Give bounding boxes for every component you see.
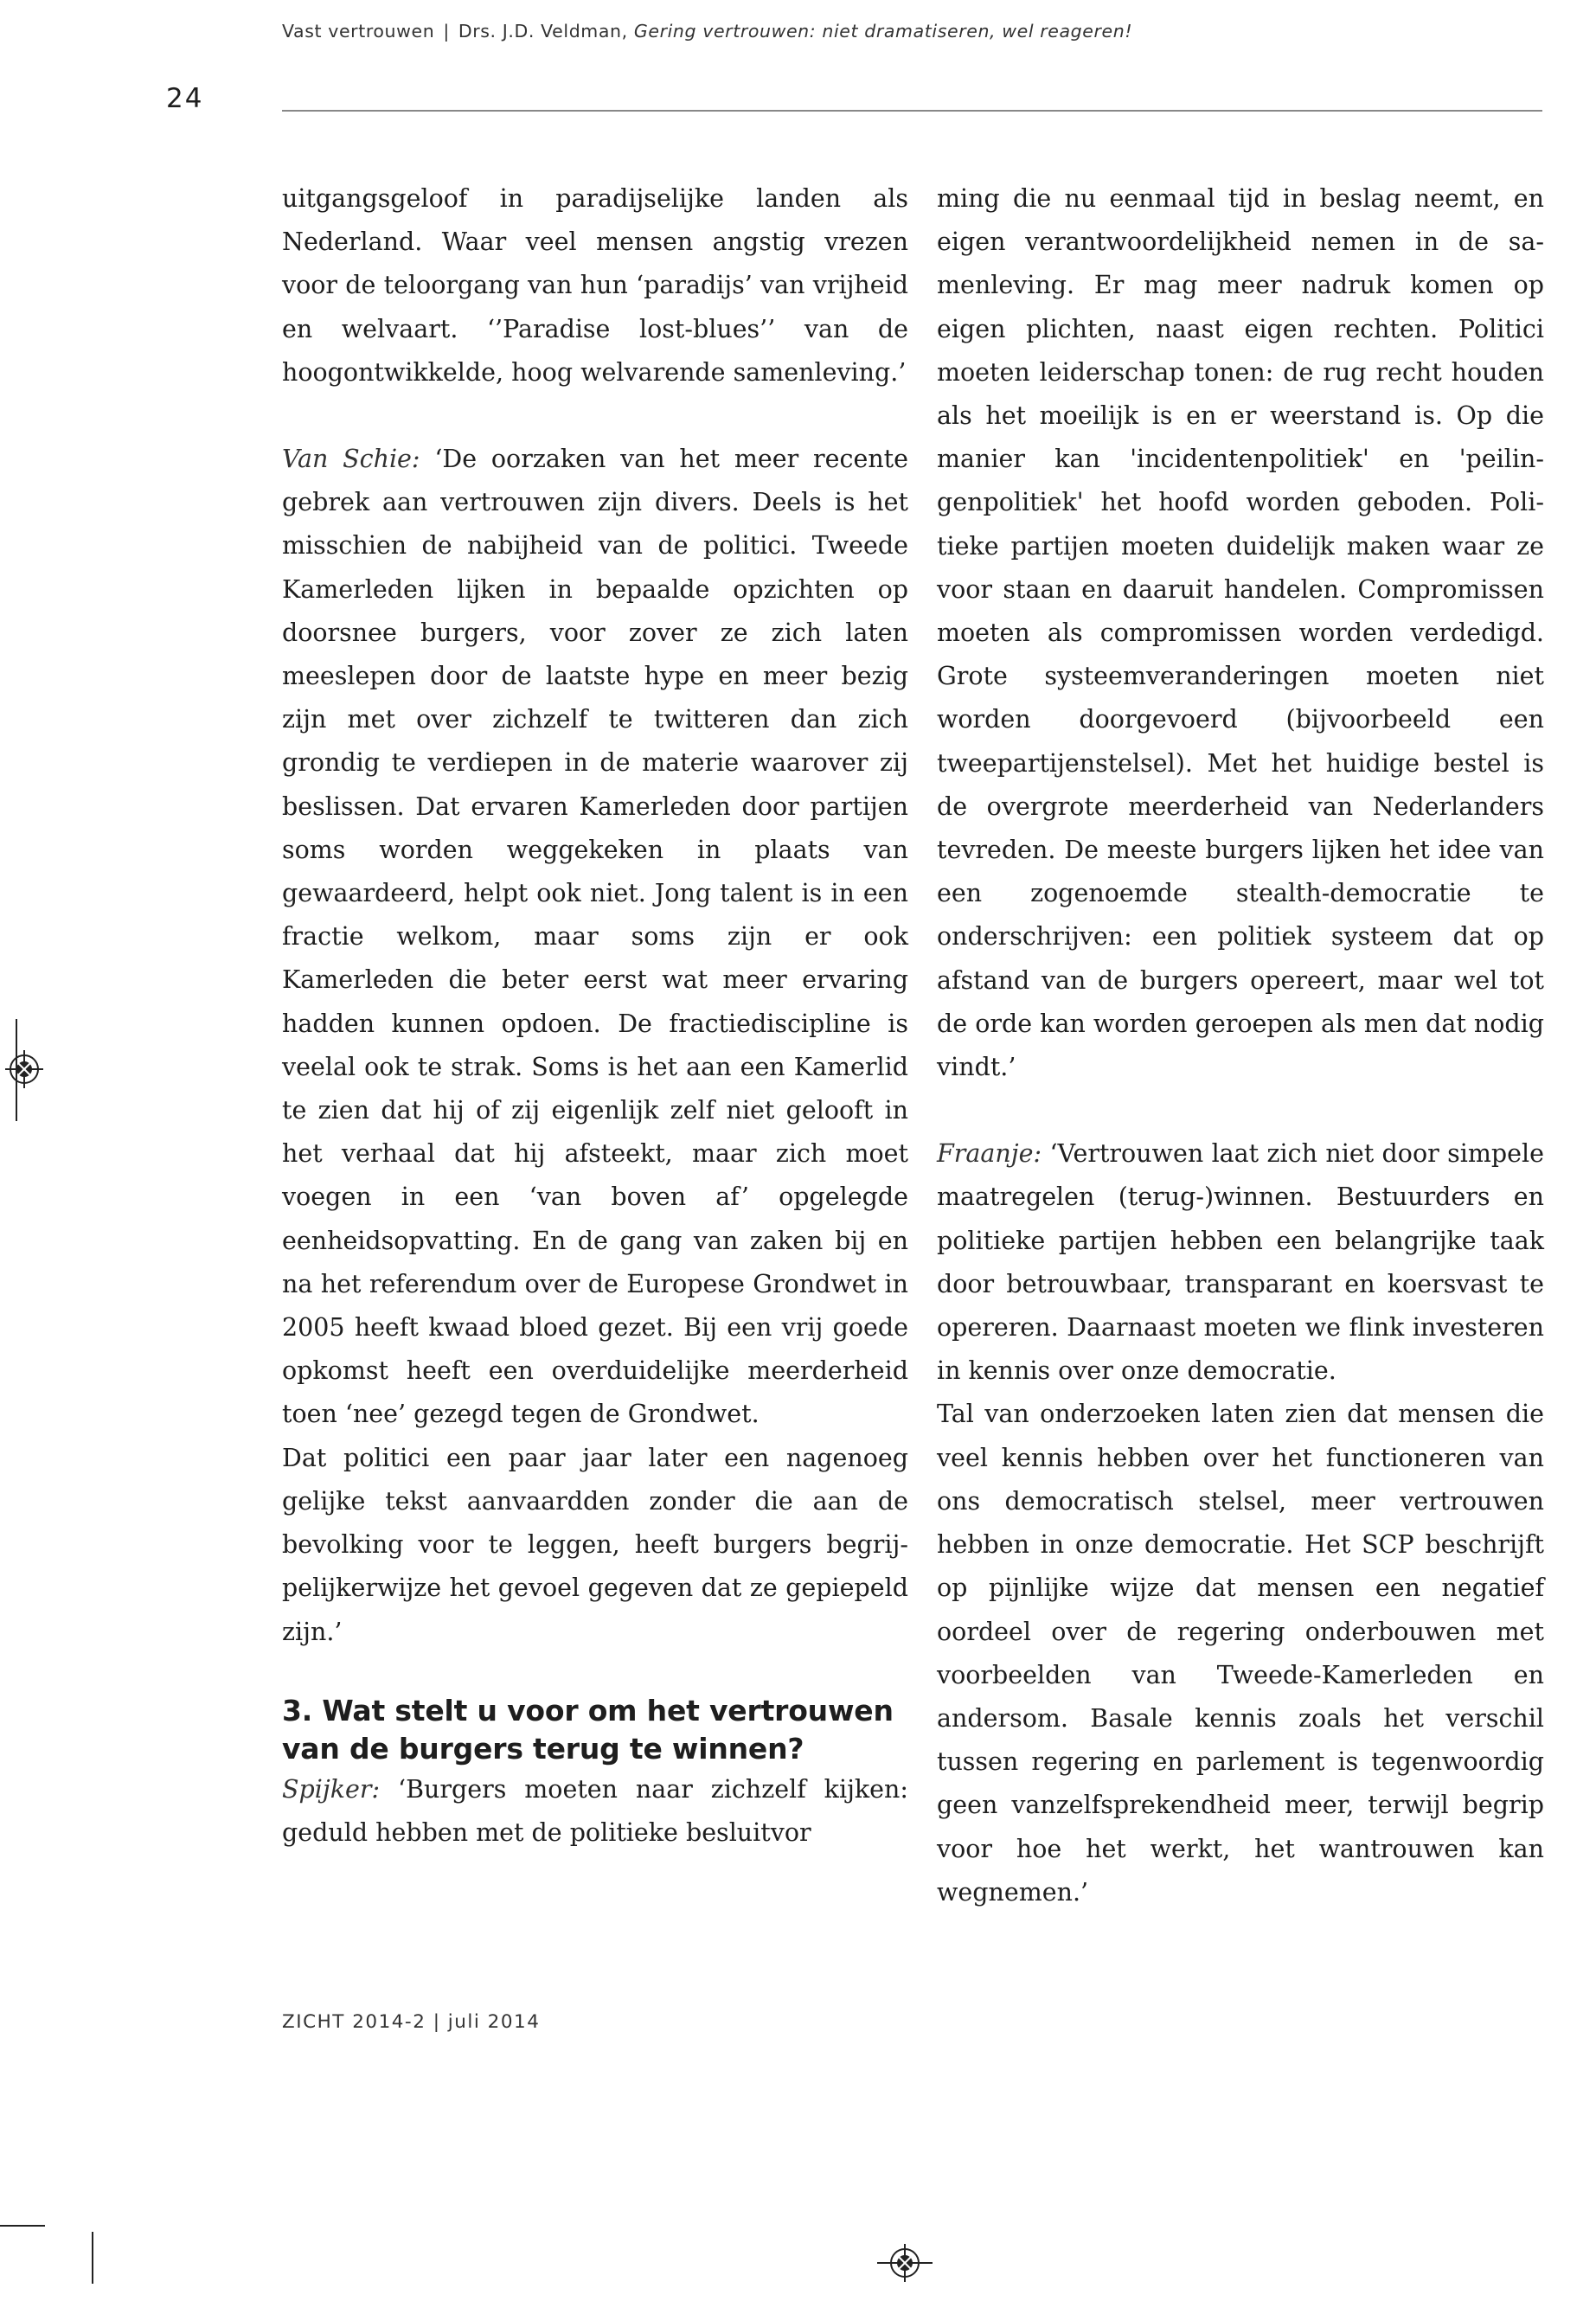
paragraph [282,438,908,1437]
paragraph [282,1768,908,1855]
crop-mark [0,2225,45,2227]
paragraph-text: ‘De oorzaken van het meer recente gebrek aan vertrouwen zijn divers. Deels is het misschien de nabijheid van de politici. Tweede Kamerleden lijken in bepaalde opzichten op doorsnee burgers, voor zover ze zich laten meeslepen door de laatste hype en meer bezig zijn met over zichzelf te twitteren dan zich grondig te verdiepen in de materie waarover zij beslissen. Dat ervaren Kamerleden door partijen soms worden weggekeken in plaats van gewaardeerd, helpt ook niet. Jong talent is in een fractie welkom, maar soms zijn er ook Kamerleden die beter eerst wat meer ervaring hadden kunnen opdoen. De fractiediscipline is veelal ook te strak. Soms is het aan een Kamerlid te zien dat hij of zij eigenlijk zelf niet gelooft in het verhaal dat hij afsteekt, maar zich moet voegen in een ‘van boven af’ opgelegde eenheidsopvatting. En de gang van zaken bij en na het referendum over de Europese Grondwet in 2005 heeft kwaad bloed gezet. Bij een vrij goede opkomst heeft een overduidelijke meerderheid toen ‘nee’ gezegd tegen de Grondwet. [282,445,908,1429]
header-separator: | [443,21,450,42]
registration-mark-icon [3,1048,45,1090]
paragraph-text: ‘Vertrouwen laat zich niet door simpele maatregelen (terug-)winnen. Bestuurders en politieke partijen hebben een belangrijke taak door betrouwbaar, transparant en koersvast te opereren. Daarnaast moeten we flink investeren in kennis over onze democratie. [937,1139,1544,1386]
paragraph [937,1132,1544,1393]
left-column [282,177,908,1855]
author-name: Drs. J.D. Veldman, [458,21,628,42]
page-number: 24 [166,83,204,114]
paragraph: Tal van onderzoeken laten zien dat mensen die veel kennis hebben over het functioneren van ons democratisch stelsel, meer vertrouwen hebben in onze democratie. Het SCP beschrijft op pijnlijke wijze dat mensen een negatief oordeel over de regering onderbouwen met voorbeelden van Tweede-Kamerleden en andersom. Basale kennis zoals het verschil tussen regering en parlement is tegenwoordig geen vanzelfsprekendheid meer, terwijl begrip voor hoe het werkt, het wantrouwen kan wegnemen.’ [937,1400,1544,1907]
publication-name: Vast vertrouwen [282,21,435,42]
paragraph-text: ‘Burgers moeten naar zichzelf kijken: geduld hebben met de politieke besluitvor [282,1774,908,1847]
section-heading: 3. Wat stelt u voor om het vertrouwen van de burgers terug te winnen? [282,1693,894,1766]
speaker-label: Fraanje: [937,1139,1042,1169]
header-rule [282,110,1542,112]
speaker-label: Spijker: [282,1774,381,1804]
paragraph: ming die nu eenmaal tijd in beslag neemt, en eigen verantwoordelijkheid nemen in de samenleving. Er mag meer nadruk komen op eigen plichten, naast eigen rechten. Politici moeten leiderschap tonen: de rug recht houden als het moeilijk is en er weerstand is. Op die manier kan 'incidentenpolitiek' en 'peilingenpolitiek' het hoofd worden geboden. Politieke partijen moeten duidelijk maken waar ze voor staan en daaruit handelen. Compromissen moeten als compromissen worden verdedigd. Grote systeemveranderingen moeten niet worden doorgevoerd (bijvoorbeeld een tweepartijenstelsel). Met het huidige bestel is de overgrote meerderheid van Nederlanders tevreden. De meeste burgers lijken het idee van een zogenoemde stealth-democratie te onderschrijven: een politiek systeem dat op afstand van de burgers opereert, maar wel tot de orde kan worden geroepen als men dat nodig vindt.’ [937,184,1544,1082]
crop-mark [92,2232,93,2284]
article-title: Gering vertrouwen: niet dramatiseren, wel reageren! [633,21,1133,42]
speaker-label: Van Schie: [282,445,420,474]
paragraph: Dat politici een paar jaar later een nagenoeg gelijke tekst aanvaardden zonder die aan de bevolking voor te leggen, heeft burgers begrijpelijkerwijze het gevoel gegeven dat ze gepiepeld zijn.’ [282,1443,908,1646]
page-footer: ZICHT 2014-2 | juli 2014 [282,2011,541,2033]
right-column [937,177,1544,1914]
registration-mark-icon [877,2242,933,2284]
running-header [282,21,1132,42]
paragraph: uitgangsgeloof in paradijselijke landen als Nederland. Waar veel mensen angstig vrezen voor de teloorgang van hun ‘paradijs’ van vrijheid en welvaart. ‘’Paradise lost-blues’’ van de hoogontwikkelde, hoog welvarende samenleving.’ [282,184,908,387]
